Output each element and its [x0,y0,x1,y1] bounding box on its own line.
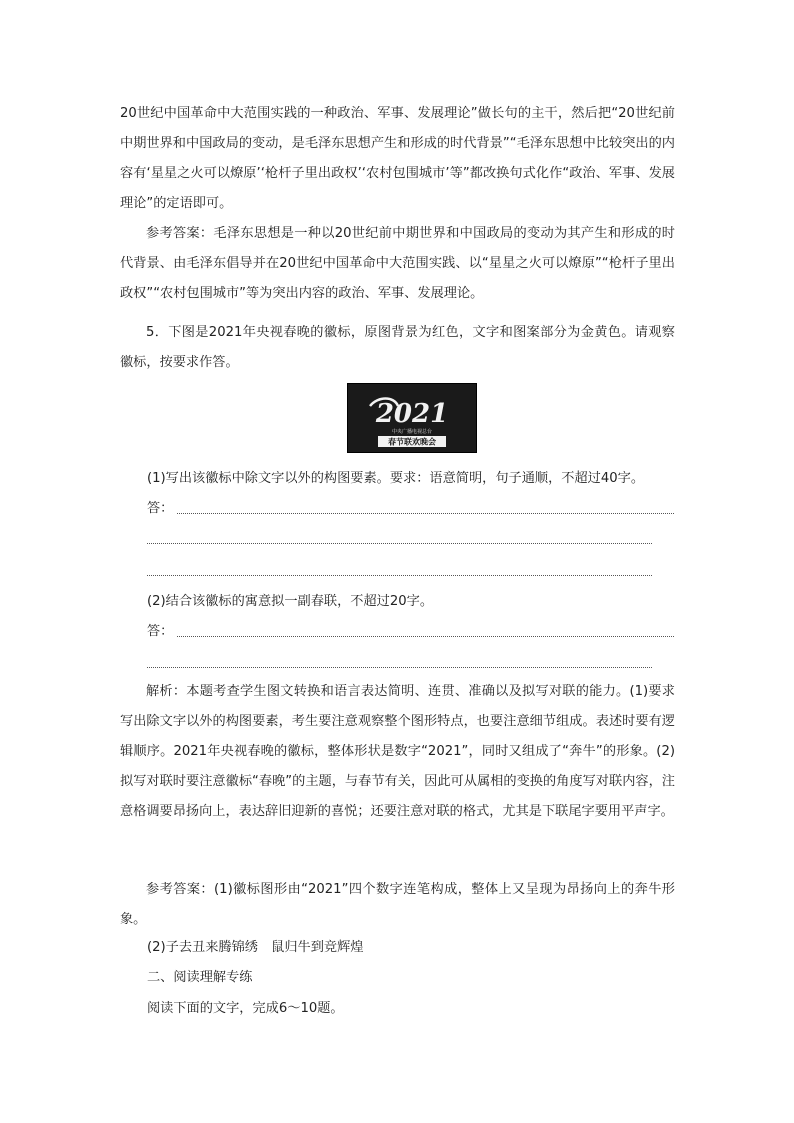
cctv-gala-logo-image [347,383,477,453]
answer-label: 答： [147,624,174,639]
logo-number: 2021 [375,399,449,429]
question-5-1: (1)写出该徽标中除文字以外的构图要素。要求：语意简明，句子通顺，不超过40字。 [147,471,645,486]
answer-line[interactable] [177,636,674,637]
logo-graphic [348,384,476,452]
answer-row-2 [147,622,674,642]
answer-line[interactable] [147,667,652,668]
logo-subtitle: 中央广播电视总台 [391,429,433,435]
logo-title: 春节联欢晚会 [388,437,436,447]
paragraph-reference-answer-4: 参考答案：毛泽东思想是一种以20世纪前中期世界和中国政局的变动为其产生和形成的时代背景、由毛泽东倡导并在20世纪中国革命中大范围实践、以“星星之火可以燎原”“枪杆子里出政权”“农村包围城市”等为突出内容的政治、军事、发展理论。 [120,226,675,301]
answer-line[interactable] [177,513,674,514]
answer-line[interactable] [147,575,652,576]
answer-label: 答： [147,501,174,516]
paragraph-analysis: 解析：本题考查学生图文转换和语言表达简明、连贯、准确以及拟写对联的能力。(1)要求写出除文字以外的构图要素，考生要注意观察整个图形特点，也要注意细节组成。表述时要有逻辑顺序。2021年央视春晚的徽标，整体形状是数字“2021”，同时又组成了“奔牛”的形象。(2)拟写对联时要注意徽标“春晚”的主题，与春节有关，因此可从属相的变换的角度写对联内容，注意格调要昂扬向上，表达辞旧迎新的喜悦；还要注意对联的格式，尤其是下联尾字要用平声字。 [120,684,675,819]
paragraph-reference-answer-5-1: 参考答案：(1)徽标图形由“2021”四个数字连笔构成，整体上又呈现为昂扬向上的奔牛形象。 [120,882,675,927]
question-5-2: (2)结合该徽标的寓意拟一副春联，不超过20字。 [147,594,434,609]
section-heading: 二、阅读理解专练 [147,970,253,985]
paragraph-reference-answer-5-2: (2)子去丑来腾锦绣 鼠归牛到竞辉煌 [147,940,364,955]
reading-instruction: 阅读下面的文字，完成6～10题。 [147,1001,344,1016]
answer-line[interactable] [147,543,652,544]
paragraph-explanation-end: 20世纪中国革命中大范围实践的一种政治、军事、发展理论”做长句的主干，然后把“20世纪前中期世界和中国政局的变动，是毛泽东思想产生和形成的时代背景”“毛泽东思想中比较突出的内容有‘星星之火可以燎原’‘枪杆子里出政权’‘农村包围城市’等”都改换句式化作“政治、军事、发展理论”的定语即可。 [120,106,675,211]
answer-row-1 [147,499,674,519]
question-5-prompt: 5．下图是2021年央视春晚的徽标，原图背景为红色，文字和图案部分为金黄色。请观察徽标，按要求作答。 [120,325,675,370]
